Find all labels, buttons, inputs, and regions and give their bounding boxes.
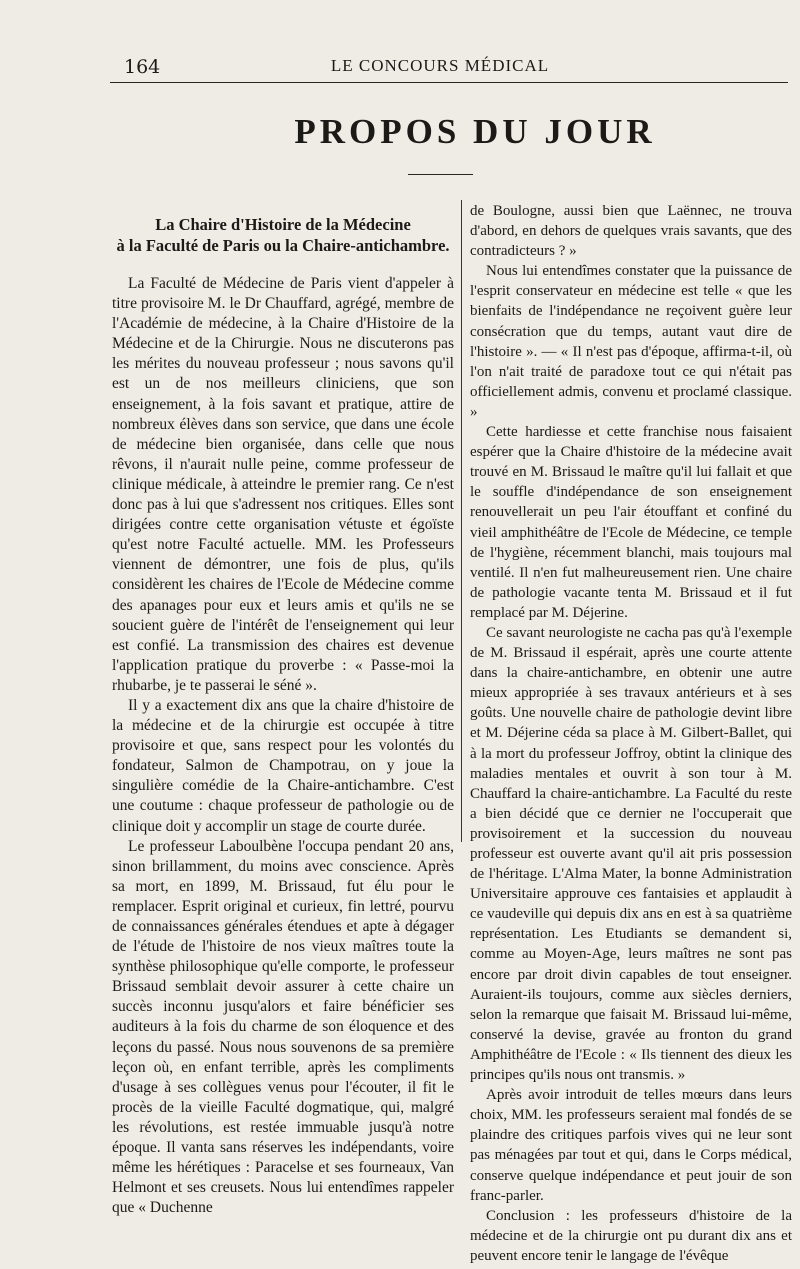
- paragraph: de Boulogne, aussi bien que Laënnec, ne trouva d'abord, en dehors de quelques vrais savants, que des contradicteurs ? »: [470, 203, 792, 260]
- paragraph: Ce savant neurologiste ne cacha pas qu'à l'exemple de M. Brissaud il espérait, après une courte attente dans la chaire-antichambre, en obtenir une autre mieux appropriée à ses travaux antérieurs et à ses goûts. Une nouvelle chaire de pathologie devint libre et M. Déjerine céda sa place à M. Gilbert-Ballet, qui à la mort du professeur Joffroy, obtint la clinique des maladies mentales et ouvrit à son tour à M. Chauffard la chaire-antichambre. La Faculté du reste a bien décidé que ce dernier ne l'occuperait que provisoirement et la succession du nouveau professeur est ouverte avant qu'il ait pris possession de l'héritage. L'Alma Mater, la bonne Administration Universitaire approuve ces fantaisies et applaudit à ce vaudeville qui depuis dix ans en est à sa quatrième représentation. Les Etudiants se demandent si, comme au Moyen-Age, leurs maîtres ne sont pas encore par droit divin capables de tout enseigner. Auraient-ils toujours, comme aux siècles derniers, selon la remarque que faisait M. Brissaud lui-même, conservé la devise, gravée au fronton du grand Amphithéâtre de l'Ecole : « Ils tiennent des dieux les principes qu'ils nous ont transmis. »: [470, 624, 792, 1084]
- paragraph: Nous lui entendîmes constater que la puissance de l'esprit conservateur en médecine est telle « que les bienfaits de l'indépendance ne reçoivent guère leur consécration que du temps, autant vaut dire de l'histoire ». — « Il n'est pas d'époque, affirma-t-il, où l'on n'ait traité de paradoxe tout ce qui n'était pas officiellement admis, convenu et proclamé classique. »: [470, 263, 792, 420]
- right-column: [470, 201, 792, 1266]
- page-number: 164: [124, 56, 161, 78]
- paragraph: Conclusion : les professeurs d'histoire de la médecine et de la chirurgie ont pu durant dix ans et peuvent encore tenir le langage de l'évêque: [470, 1207, 792, 1264]
- page-header: [110, 52, 770, 76]
- paragraph: La Faculté de Médecine de Paris vient d'appeler à titre provisoire M. le Dr Chauffard, agrégé, membre de l'Académie de médecine, à la Chaire d'Histoire de la Médecine et de la Chirurgie. Nous ne discuterons pas les mérites du nouveau professeur ; nous savons qu'il est un de nos meilleurs cliniciens, que son enseignement, à la fois savant et pratique, attire de nombreux élèves dans son service, que dans une école de médecine bien organisée, dans celle que nous rêvons, il n'aurait nulle peine, comme professeur de clinique médicale, à atteindre le premier rang. Ce n'est donc pas à lui que s'adressent nos critiques. Elles sont dirigées contre cette organisation vétuste et égoïste qu'est notre Faculté actuelle. MM. les Professeurs viennent de démontrer, une fois de plus, qu'ils considèrent les chaires de l'Ecole de Médecine comme des apanages pour eux et leurs amis et qu'ils ne se soucient guère de l'intérêt de l'enseignement qui leur est confié. La transmission des chaires est devenue l'application pratique du proverbe : « Passe-moi la rhubarbe, je te passerai le séné ».: [112, 275, 454, 694]
- paragraph: Le professeur Laboulbène l'occupa pendant 20 ans, sinon brillamment, du moins avec conscience. Après sa mort, en 1899, M. Brissaud, fut élu pour le remplacer. Esprit original et curieux, fin lettré, pourvu de connaissances générales étendues et apte à dégager de l'étude de l'histoire de nos vieux maîtres toute la synthèse philosophique qu'elle comporte, le professeur Brissaud semblait devoir assurer à cette chaire un succès inconnu jusqu'alors et faire bénéficier ses auditeurs à la fois du charme de son éloquence et des leçons du passé. Nous nous souvenons de sa première leçon où, en enfant terrible, après les compliments d'usage à ses collègues venus pour l'écouter, il fit le procès de la vieille Faculté dogmatique, qui, malgré les révolutions, est restée immuable jusqu'à notre époque. Il vanta sans réserves les indépendants, voire même les hérétiques : Paracelse et ses fourneaux, Van Helmont et ses creusets. Nous lui entendîmes rappeler que « Duchenne: [112, 837, 454, 1217]
- article-title-line-2: à la Faculté de Paris ou la Chaire-antichambre.: [116, 236, 450, 255]
- paragraph: Après avoir introduit de telles mœurs dans leurs choix, MM. les professeurs seraient mal fondés de se plaindre des critiques parfois vives qui ne leur sont pas ménagées par tout et qui, dans le Corps médical, conserve quelque indépendance et peut jouir de son franc-parler.: [470, 1087, 792, 1204]
- header-rule: [110, 82, 788, 83]
- title-rule: [408, 174, 473, 175]
- journal-name: LE CONCOURS MÉDICAL: [330, 56, 550, 75]
- article-title-line-1: La Chaire d'Histoire de la Médecine: [155, 215, 411, 234]
- section-title: PROPOS DU JOUR: [294, 112, 656, 151]
- paragraph: Il y a exactement dix ans que la chaire d'histoire de la médecine et de la chirurgie est occupée à titre provisoire et que, sans respect pour les volontés du fondateur, Salmon de Champotrau, on y joue la singulière comédie de la Chaire-antichambre. C'est une coutume : chaque professeur de pathologie ou de clinique doit y accomplir un stage de courte durée.: [112, 696, 454, 835]
- paragraph: Cette hardiesse et cette franchise nous faisaient espérer que la Chaire d'histoire de la médecine avait trouvé en M. Brissaud le maître qu'il lui fallait et que le souffle d'indépendance de son enseignement renouvellerait un peu l'air étouffant et confiné du vieil amphithéâtre de l'Ecole de Médecine, ce temple de l'hygiène, récemment blanchi, mais toujours mal ventilé. Il n'en fut malheureusement rien. Une chaire de pathologie vacante tenta M. Brissaud et il fut remplacé par M. Déjerine.: [470, 424, 792, 621]
- column-divider: [461, 200, 462, 842]
- article-title: [112, 214, 454, 256]
- left-column: [112, 200, 454, 1218]
